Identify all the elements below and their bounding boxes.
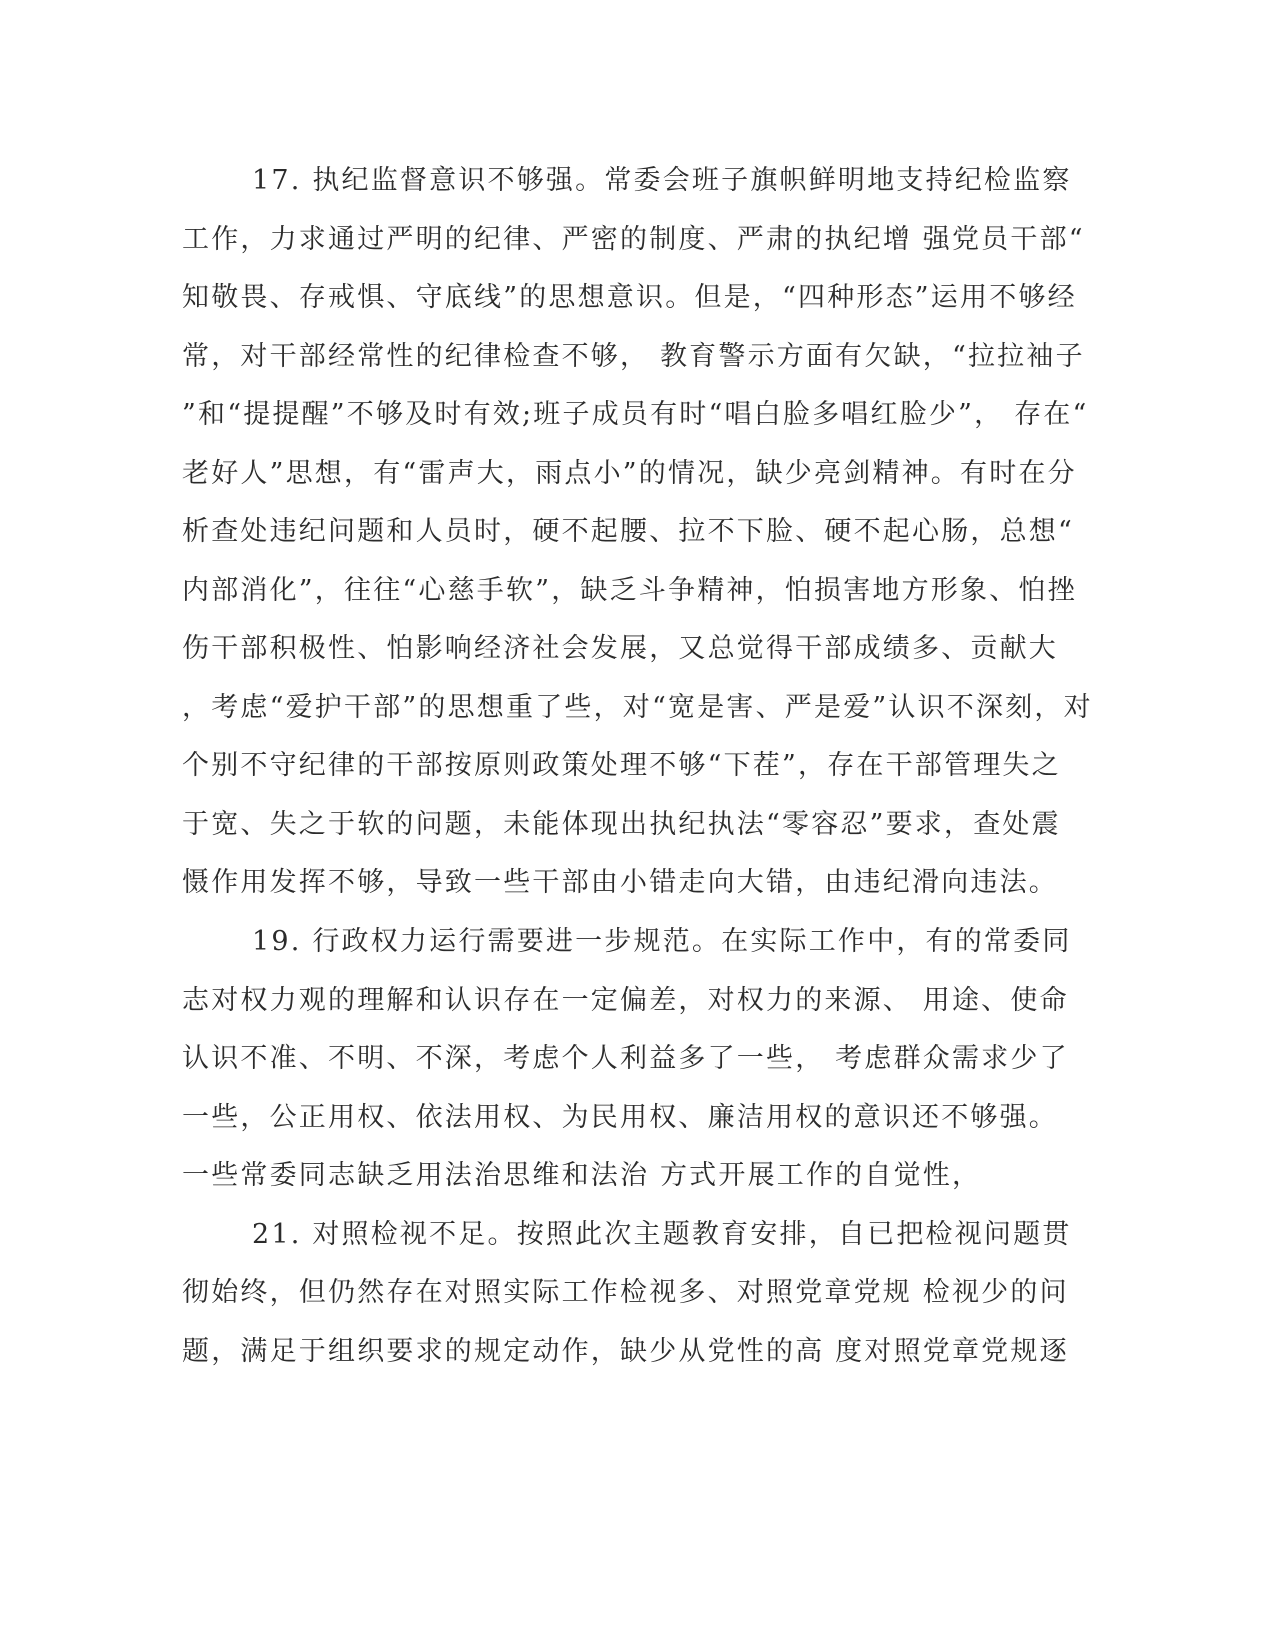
paragraph-17-line: 个别不守纪律的干部按原则政策处理不够“下茬”，存在干部管理失之 xyxy=(182,750,1061,781)
paragraph-17-line: 内部消化”，往往“心慈手软”，缺乏斗争精神，怕损害地方形象、怕挫 xyxy=(182,575,1077,606)
paragraph-17-line: 析查处违纪问题和人员时，硬不起腰、拉不下脸、硬不起心肠，总想“ xyxy=(182,516,1075,547)
paragraph-19-line: 19. 行政权力运行需要进一步规范。在实际工作中，有的常委同 xyxy=(252,926,1072,957)
paragraph-21-line: 21. 对照检视不足。按照此次主题教育安排，自已把检视问题贯 xyxy=(252,1219,1072,1250)
paragraph-17-line: 常，对干部经常性的纪律检查不够， 教育警示方面有欠缺，“拉拉袖子 xyxy=(182,341,1085,372)
paragraph-21-line: 彻始终，但仍然存在对照实际工作检视多、对照党章党规 检视少的问 xyxy=(182,1277,1069,1308)
paragraph-17-line: ，考虑“爱护干部”的思想重了些，对“宽是害、严是爱”认识不深刻，对 xyxy=(182,692,1093,723)
paragraph-17-line: 慑作用发挥不够，导致一些干部由小错走向大错，由违纪滑向违法。 xyxy=(182,867,1058,898)
paragraph-21-line: 题，满足于组织要求的规定动作，缺少从党性的高 度对照党章党规逐 xyxy=(182,1336,1069,1367)
paragraph-17-line: 于宽、失之于软的问题，未能体现出执纪执法“零容忍”要求，查处震 xyxy=(182,809,1061,840)
paragraph-17-line: 知敬畏、存戒惧、守底线”的思想意识。但是，“四种形态”运用不够经 xyxy=(182,282,1077,313)
paragraph-17-line: 伤干部积极性、怕影响经济社会发展，又总觉得干部成绩多、贡献大 xyxy=(182,633,1058,664)
paragraph-19-line: 志对权力观的理解和认识存在一定偏差，对权力的来源、 用途、使命 xyxy=(182,985,1069,1016)
paragraph-17-line: 老好人”思想，有“雷声大，雨点小”的情况，缺少亮剑精神。有时在分 xyxy=(182,458,1077,489)
paragraph-19-line: 一些，公正用权、依法用权、为民用权、廉洁用权的意识还不够强。 xyxy=(182,1102,1058,1133)
paragraph-17-line: ”和“提提醒”不够及时有效;班子成员有时“唱白脸多唱红脸少”， 存在“ xyxy=(182,399,1089,430)
paragraph-19-line: 认识不准、不明、不深，考虑个人利益多了一些， 考虑群众需求少了 xyxy=(182,1043,1069,1074)
paragraph-17-line: 工作，力求通过严明的纪律、严密的制度、严肃的执纪增 强党员干部“ xyxy=(182,224,1085,255)
paragraph-17-line: 17. 执纪监督意识不够强。常委会班子旗帜鲜明地支持纪检监察 xyxy=(252,165,1072,196)
paragraph-19-line: 一些常委同志缺乏用法治思维和法治 方式开展工作的自觉性， xyxy=(182,1160,982,1191)
